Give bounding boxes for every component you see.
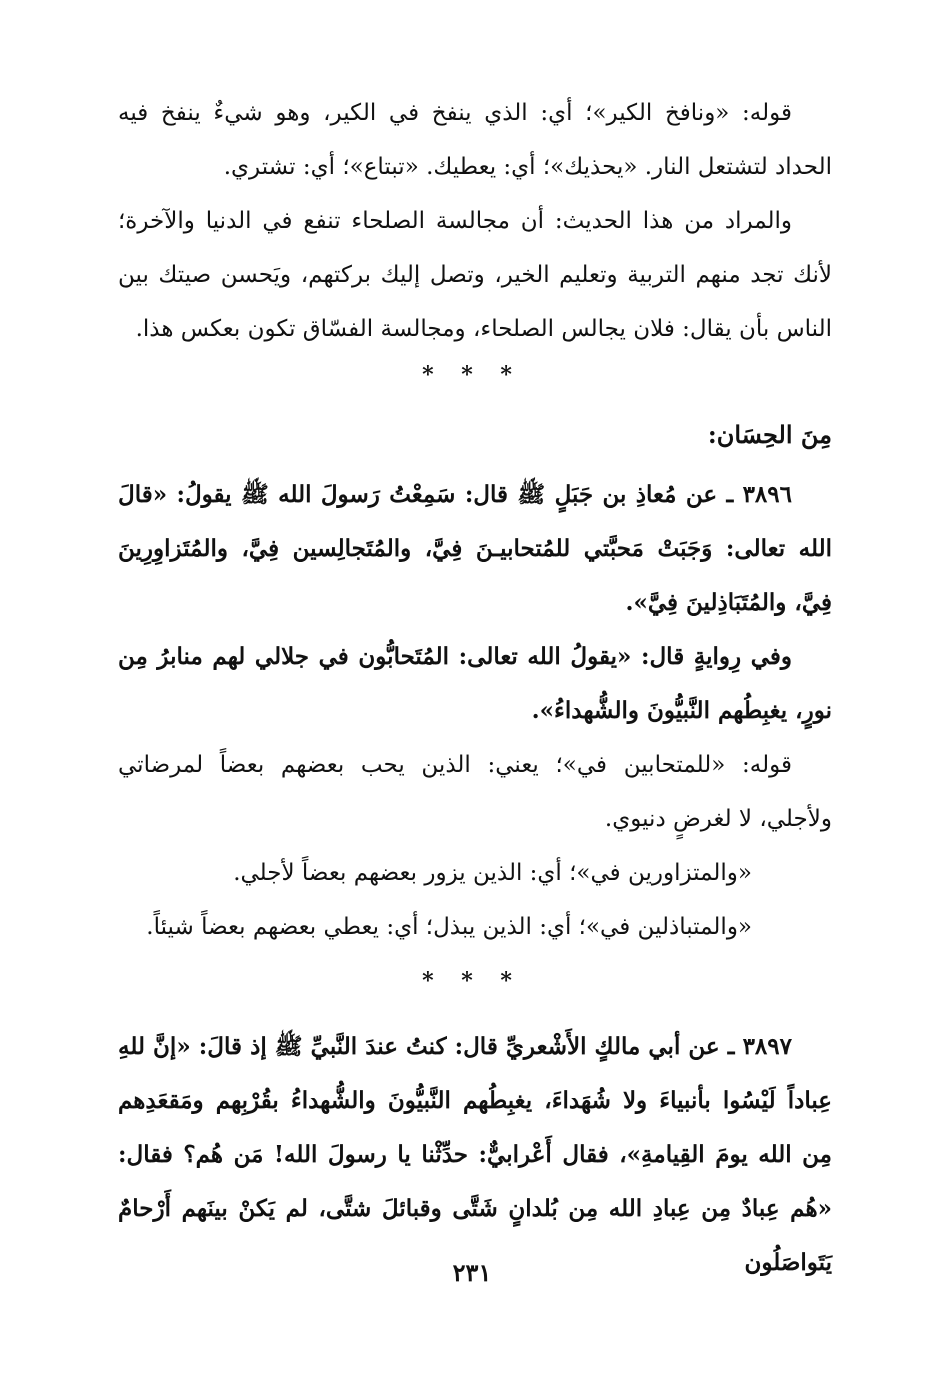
hadith-3896-variant: وفي رِوايةٍ قال: «يقولُ الله تعالى: المُتَحابُّون في جلالي لهم منابرُ مِن نورٍ، يغبِطُهم النَّبيُّونَ والشُّهداءُ». bbox=[118, 643, 832, 724]
paragraph: والمراد من هذا الحديث: أن مجالسة الصلحاء تنفع في الدنيا والآخرة؛ لأنك تجد منهم التربية وتعليم الخير، وتصل إليك بركتهم، ويَحسن صيتك بين الناس بأن يقال: فلان يجالس الصلحاء، ومجالسة الفسّاق تكون بعكس هذا. bbox=[118, 208, 832, 342]
hadith-3897: ٣٨٩٧ ـ عن أبي مالكٍ الأَشْعريِّ قال: كنتُ عندَ النَّبيِّ ﷺ إذ قالَ: «إنَّ للهِ عِباداً لَيْسُوا بأنبياءَ ولا شُهَداءَ، يغبِطُهم النَّبيُّونَ والشُّهداءُ بقُرْبِهم ومَقعَدِهم مِن الله يومَ القِيامةِ»، فقال أَعْرابيٌّ: حدِّثْنا يا رسولَ الله! مَن هُم؟ فقال: «هُم عِبادٌ مِن عِبادِ الله مِن بُلدانٍ شَتَّى وقبائلَ شتَّى، لم يَكنْ بينَهم أَرْحامٌ يَتَواصَلُون bbox=[118, 1033, 832, 1276]
commentary-paragraph: «والمتزاورين في»؛ أي: الذين يزور بعضهم بعضاً لأجلي. bbox=[233, 860, 752, 886]
section-heading: مِنَ الحِسَان: bbox=[707, 420, 832, 449]
hadith-3896: ٣٨٩٦ ـ عن مُعاذِ بن جَبَلٍ ﷺ قال: سَمِعْتُ رَسولَ الله ﷺ يقولُ: «قالَ الله تعالى: وَجَبَتْ مَحبَّتي للمُتحابيـنَ فِيَّ، والمُتَجالِسين فِيَّ، والمُتَزاوِرِينَ فِيَّ، والمُتَبَاذِلينَ فِيَّ». bbox=[118, 481, 832, 616]
separator-stars: * * * bbox=[422, 968, 522, 994]
separator-stars: * * * bbox=[422, 362, 522, 388]
commentary-block-1 bbox=[118, 86, 832, 356]
hadith-3897-block bbox=[118, 1020, 832, 1290]
page-number: ٢٣١ bbox=[452, 1258, 492, 1287]
commentary-paragraph: «والمتباذلين في»؛ أي: الذين يبذل؛ أي: يعطي بعضهم بعضاً شيئاً. bbox=[146, 914, 752, 940]
hadith-3896-block bbox=[118, 468, 832, 954]
commentary-paragraph: قوله: «للمتحابين في»؛ يعني: الذين يحب بعضهم بعضاً لمرضاتي ولأجلي، لا لغرضٍ دنيوي. bbox=[118, 752, 832, 832]
paragraph: قوله: «ونافخ الكير»؛ أي: الذي ينفخ في الكير، وهو شيءٌ ينفخ فيه الحداد لتشتعل النار. «يحذيك»؛ أي: يعطيك. «تبتاع»؛ أي: تشتري. bbox=[118, 100, 832, 180]
